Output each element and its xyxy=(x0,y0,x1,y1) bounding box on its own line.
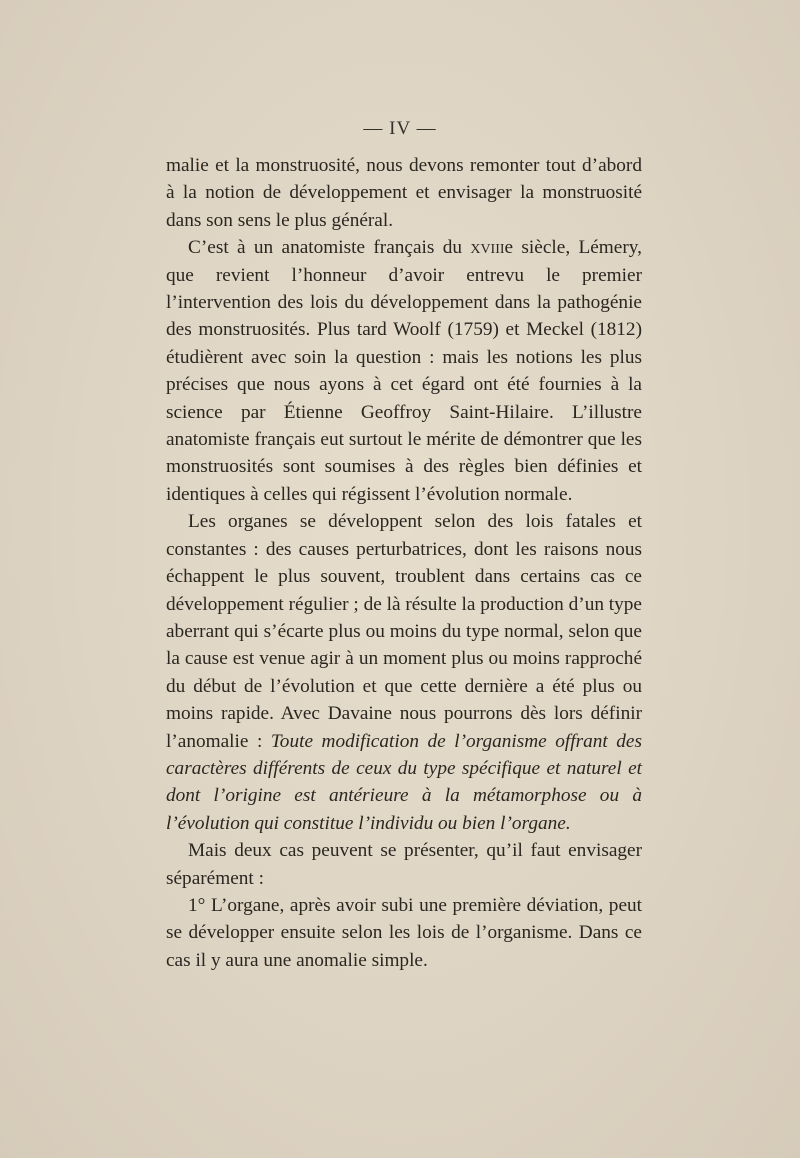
body-text xyxy=(166,152,642,974)
paragraph-text: malie et la monstruosité, nous devons remonter tout d’abord à la notion de développement et envisager la monstruosité dans son sens le plus général. xyxy=(166,155,642,231)
paragraph xyxy=(166,892,642,974)
paragraph xyxy=(166,234,642,508)
paragraph xyxy=(166,508,642,837)
century-numeral: xviii xyxy=(470,237,505,259)
paragraph xyxy=(166,837,642,892)
page-number: — IV — xyxy=(363,118,437,139)
paragraph-text: Mais deux cas peuvent se présenter, qu’il faut envisager séparément : xyxy=(166,840,642,889)
paragraph-text: e siècle, Lémery, que revient l’honneur d’avoir entrevu le premier l’intervention des lois du développement dans la pathogénie des monstruosités. Plus tard Woolf (1759) et Meckel (1812) étudièrent avec soin la question : mais les notions les plus précises que nous ayons à cet égard ont été fournies à la science par Étienne Geoffroy Saint-Hilaire. L’illustre anatomiste français eut surtout le mérite de démontrer que les monstruosités sont soumises à des règles bien définies et identiques à celles qui régissent l’évolution normale. xyxy=(166,237,642,505)
paragraph-text: C’est à un anatomiste français du xyxy=(188,237,471,259)
paragraph-text: 1° L’organe, après avoir subi une première déviation, peut se développer ensuite selon les lois de l’organisme. Dans ce cas il y aura une anomalie simple. xyxy=(166,894,642,971)
paragraph xyxy=(166,152,642,234)
paragraph-text: Les organes se développent selon des lois fatales et constantes : des causes perturbatrices, dont les raisons nous échappent le plus souvent, troublent dans certains cas ce développement régulier ; de là résulte la production d’un type aberrant qui s’écarte plus ou moins du type normal, selon que la cause est venue agir à un moment plus ou moins rapproché du début de l’évolution et que cette dernière a été plus ou moins rapide. Avec Davaine nous pourrons dès lors définir l’anomalie : xyxy=(166,511,642,752)
italic-definition: Toute modification de l’organisme offrant des caractères différents de ceux du type spécifique et naturel et dont l’origine est antérieure à la métamorphose ou à l’évolution qui constitue l’individu ou bien l’organe. xyxy=(166,730,642,834)
